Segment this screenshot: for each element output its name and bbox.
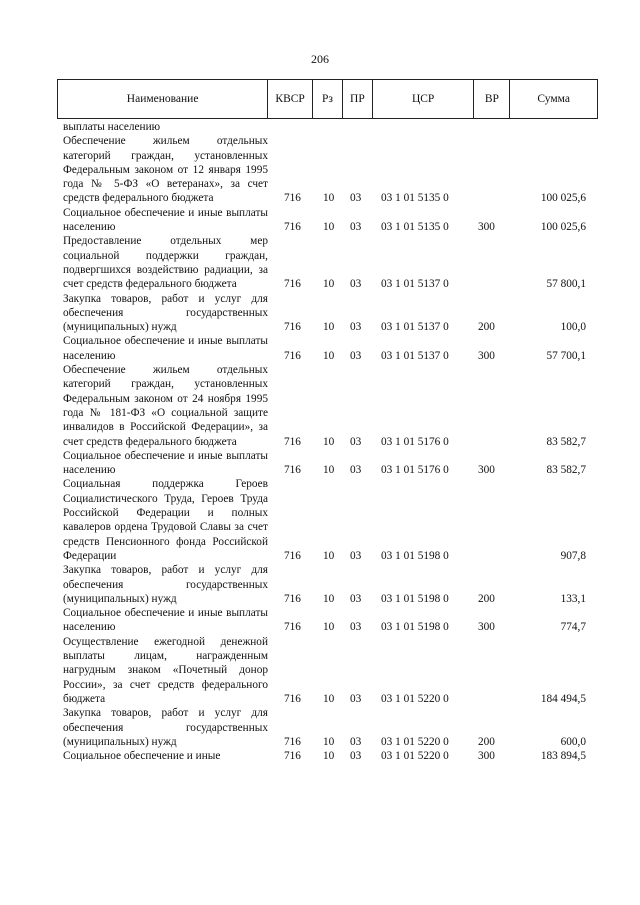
row-pr: 03: [350, 278, 362, 291]
row-fields: [63, 120, 598, 134]
row-sum: 133,1: [560, 592, 586, 605]
row-sum: 907,8: [560, 549, 586, 562]
row-name: Социальное обеспечение и иные выплаты населению: [63, 206, 268, 234]
row-kvsr: 716: [284, 321, 301, 334]
row-rz: 10: [323, 349, 335, 362]
row-csr: 03 1 01 5198 0: [381, 549, 449, 562]
header-kvsr: КВСР: [268, 80, 313, 118]
row-kvsr: 716: [284, 549, 301, 562]
row-csr: 03 1 01 5135 0: [381, 192, 449, 205]
row-kvsr: 716: [284, 349, 301, 362]
row-sum: 83 582,7: [546, 464, 586, 477]
row-rz: 10: [323, 321, 335, 334]
row-sum: 100 025,6: [540, 221, 586, 234]
row-pr: 03: [350, 692, 362, 705]
row-name: Закупка товаров, работ и услуг для обеспечения государственных (муниципальных) нужд: [63, 292, 268, 334]
header-vr: ВР: [474, 80, 510, 118]
row-vr: 200: [478, 735, 495, 748]
row-pr: 03: [350, 221, 362, 234]
table-body: [63, 120, 598, 763]
row-vr: 300: [478, 349, 495, 362]
row-fields: [63, 191, 598, 205]
row-sum: 184 494,5: [540, 692, 586, 705]
row-name: Социальная поддержка Героев Социалистического Труда, Героев Труда Российской Федерации и полных кавалеров ордена Трудовой Славы за счет средств Пенсионного фонда Российской Федерации: [63, 478, 268, 562]
row-sum: 600,0: [560, 735, 586, 748]
table-row: [63, 134, 598, 205]
row-name: Обеспечение жильем отдельных категорий граждан, установленных Федеральным законом от 24 ноября 1995 года № 181-ФЗ «О социальной защите инвалидов в Российской Федерации», за счет средств федерального бюджета: [63, 364, 268, 448]
row-rz: 10: [323, 735, 335, 748]
row-sum: 774,7: [560, 621, 586, 634]
row-rz: 10: [323, 750, 335, 763]
table-row: [63, 234, 598, 291]
table-row: [63, 749, 598, 763]
table-row: [63, 363, 598, 449]
row-name: Социальное обеспечение и иные: [63, 750, 221, 763]
row-sum: 57 700,1: [546, 349, 586, 362]
row-rz: 10: [323, 464, 335, 477]
header-csr: ЦСР: [373, 80, 475, 118]
row-kvsr: 716: [284, 692, 301, 705]
row-rz: 10: [323, 592, 335, 605]
row-fields: [63, 549, 598, 563]
row-kvsr: 716: [284, 735, 301, 748]
row-kvsr: 716: [284, 221, 301, 234]
table-row: [63, 635, 598, 707]
row-kvsr: 716: [284, 192, 301, 205]
row-pr: 03: [350, 750, 362, 763]
row-pr: 03: [350, 735, 362, 748]
row-csr: 03 1 01 5220 0: [381, 750, 449, 763]
row-name: Обеспечение жильем отдельных категорий граждан, установленных Федеральным законом от 12 января 1995 года № 5-ФЗ «О ветеранах», за счет средств федерального бюджета: [63, 135, 268, 205]
row-fields: [63, 463, 598, 477]
row-kvsr: 716: [284, 464, 301, 477]
row-fields: [63, 320, 598, 334]
row-pr: 03: [350, 549, 362, 562]
row-csr: 03 1 01 5137 0: [381, 278, 449, 291]
row-pr: 03: [350, 349, 362, 362]
row-rz: 10: [323, 549, 335, 562]
row-csr: 03 1 01 5135 0: [381, 221, 449, 234]
row-sum: 83 582,7: [546, 435, 586, 448]
row-name: Осуществление ежегодной денежной выплаты лицам, награжденным нагрудным знаком «Почетный донор России», за счет средств федерального бюджета: [63, 635, 268, 705]
row-pr: 03: [350, 435, 362, 448]
row-csr: 03 1 01 5137 0: [381, 349, 449, 362]
row-vr: 200: [478, 321, 495, 334]
header-rz: Рз: [313, 80, 343, 118]
row-csr: 03 1 01 5176 0: [381, 464, 449, 477]
row-csr: 03 1 01 5220 0: [381, 735, 449, 748]
row-name: Закупка товаров, работ и услуг для обеспечения государственных (муниципальных) нужд: [63, 564, 268, 605]
table-row: [63, 563, 598, 606]
row-name: Предоставление отдельных мер социальной поддержки граждан, подвергшихся воздействию радиации, за счет средств федерального бюджета: [63, 235, 268, 291]
row-fields: [63, 435, 598, 449]
header-name: Наименование: [58, 80, 268, 118]
table-row: [63, 449, 598, 478]
row-vr: 300: [478, 750, 495, 763]
row-vr: 300: [478, 221, 495, 234]
row-csr: 03 1 01 5137 0: [381, 321, 449, 334]
row-name: Социальное обеспечение и иные выплаты населению: [63, 607, 268, 634]
row-csr: 03 1 01 5220 0: [381, 692, 449, 705]
row-sum: 183 894,5: [540, 750, 586, 763]
row-kvsr: 716: [284, 278, 301, 291]
row-kvsr: 716: [284, 435, 301, 448]
table-row: [63, 120, 598, 134]
row-name: Социальное обеспечение и иные выплаты населению: [63, 449, 268, 477]
row-pr: 03: [350, 192, 362, 205]
table-header: [57, 79, 598, 119]
row-rz: 10: [323, 221, 335, 234]
row-fields: [63, 749, 598, 763]
row-sum: 57 800,1: [546, 278, 586, 291]
row-fields: [63, 692, 598, 706]
row-rz: 10: [323, 192, 335, 205]
row-csr: 03 1 01 5198 0: [381, 592, 449, 605]
table-row: [63, 706, 598, 749]
row-rz: 10: [323, 278, 335, 291]
row-pr: 03: [350, 464, 362, 477]
row-fields: [63, 592, 598, 606]
row-fields: [63, 349, 598, 363]
row-kvsr: 716: [284, 750, 301, 763]
table-row: [63, 206, 598, 235]
table-row: [63, 477, 598, 563]
row-fields: [63, 220, 598, 234]
row-name: Закупка товаров, работ и услуг для обеспечения государственных (муниципальных) нужд: [63, 707, 268, 748]
header-sum: Сумма: [537, 93, 570, 105]
page-number: 206: [311, 52, 329, 66]
row-fields: [63, 735, 598, 749]
row-vr: 300: [478, 464, 495, 477]
row-pr: 03: [350, 321, 362, 334]
row-pr: 03: [350, 621, 362, 634]
row-csr: 03 1 01 5198 0: [381, 621, 449, 634]
header-pr: ПР: [343, 80, 373, 118]
row-pr: 03: [350, 592, 362, 605]
row-sum: 100 025,6: [540, 192, 586, 205]
row-rz: 10: [323, 692, 335, 705]
row-kvsr: 716: [284, 592, 301, 605]
row-name: выплаты населению: [63, 121, 161, 133]
row-vr: 300: [478, 621, 495, 634]
row-fields: [63, 620, 598, 634]
row-csr: 03 1 01 5176 0: [381, 435, 449, 448]
row-rz: 10: [323, 621, 335, 634]
row-fields: [63, 277, 598, 291]
row-name: Социальное обеспечение и иные выплаты населению: [63, 335, 268, 362]
row-rz: 10: [323, 435, 335, 448]
table-row: [63, 606, 598, 635]
table-row: [63, 334, 598, 363]
row-vr: 200: [478, 592, 495, 605]
row-sum: 100,0: [560, 321, 586, 334]
row-kvsr: 716: [284, 621, 301, 634]
table-row: [63, 292, 598, 335]
